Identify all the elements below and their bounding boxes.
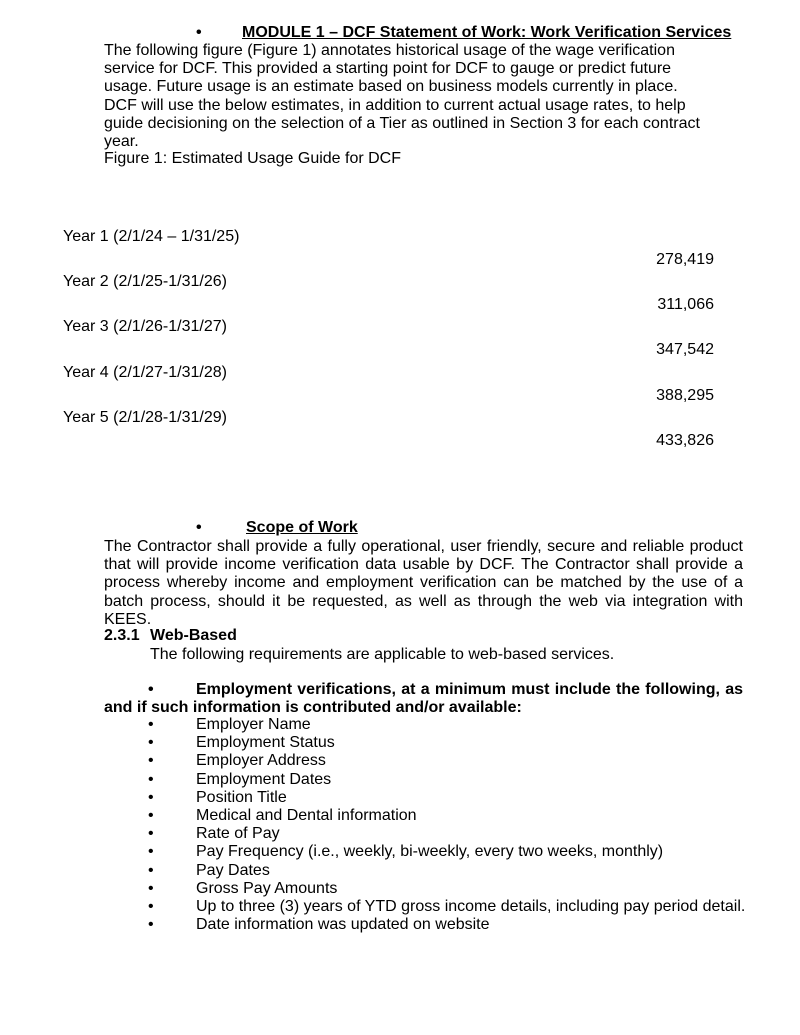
list-item-text: Gross Pay Amounts [196,879,338,897]
list-bullet: • [148,734,154,752]
scope-paragraph: The Contractor shall provide a fully operational, user friendly, secure and reliable product that will provide income verification data usable by DCF. The Contractor shall provide a process whereby income and employment verification can be matched by the use of a batch process, should it be requested, as well as through the web via integration with KEES. [104,538,743,628]
usage-value: 278,419 [656,251,714,268]
list-bullet: • [148,843,154,861]
usage-value: 311,066 [657,296,714,313]
list-item-text: Position Title [196,788,287,806]
section-title: Web-Based [150,627,237,644]
list-bullet: • [148,752,154,770]
list-item-text: Pay Frequency (i.e., weekly, bi-weekly, every two weeks, monthly) [196,843,664,861]
list-item-text: Employer Name [196,716,311,733]
module-heading-title: MODULE 1 – DCF Statement of Work: Work Verification Services [242,24,732,41]
usage-year-label: Year 2 (2/1/25-1/31/26) [63,273,227,290]
list-item-text: Employer Address [196,752,326,770]
section-number: 2.3.1 [104,627,140,644]
usage-year-label: Year 5 (2/1/28-1/31/29) [63,409,227,426]
module-heading-bullet: • [196,24,202,41]
section-intro: The following requirements are applicable to web-based services. [150,646,615,663]
list-item-text: Rate of Pay [196,825,280,843]
list-bullet: • [148,770,154,788]
requirements-intro-line1: Employment verifications, at a minimum must include the following, as [196,681,743,698]
list-item-text: Employment Status [196,734,335,752]
usage-year-label: Year 1 (2/1/24 – 1/31/25) [63,228,240,245]
scope-heading-bullet: • [196,519,202,536]
usage-value: 347,542 [656,341,714,358]
list-bullet: • [148,825,154,843]
usage-year-label: Year 4 (2/1/27-1/31/28) [63,364,227,381]
usage-year-label: Year 3 (2/1/26-1/31/27) [63,318,227,335]
figure-caption: Figure 1: Estimated Usage Guide for DCF [104,150,402,167]
intro-paragraph: The following figure (Figure 1) annotates historical usage of the wage verification service for DCF. This provided a starting point for DCF to gauge or predict future usage. Future usage is an estimate based on business models currently in place. DCF will use the below estimates, in addition to current actual usage rates, to help guide decisioning on the selection of a Tier as outlined in Section 3 for each contract year. [104,42,700,151]
usage-value: 433,826 [656,432,714,449]
requirements-intro-bullet: • [148,681,154,698]
list-item-text: Date information was updated on website [196,916,490,934]
usage-value: 388,295 [656,387,714,404]
list-item-text: Employment Dates [196,770,332,788]
scope-heading-title: Scope of Work [246,519,358,536]
requirements-intro-line2: and if such information is contributed and/or available: [104,699,522,716]
list-bullet: • [148,716,154,733]
list-bullet: • [148,806,154,824]
list-item-text: Pay Dates [196,861,270,879]
list-bullet: • [148,879,154,897]
list-bullet: • [148,861,154,879]
list-bullet: • [148,788,154,806]
list-bullet: • [148,897,154,915]
list-bullet: • [148,916,154,934]
list-item-text: Up to three (3) years of YTD gross income details, including pay period detail. [196,897,746,915]
list-item-text: Medical and Dental information [196,806,417,824]
